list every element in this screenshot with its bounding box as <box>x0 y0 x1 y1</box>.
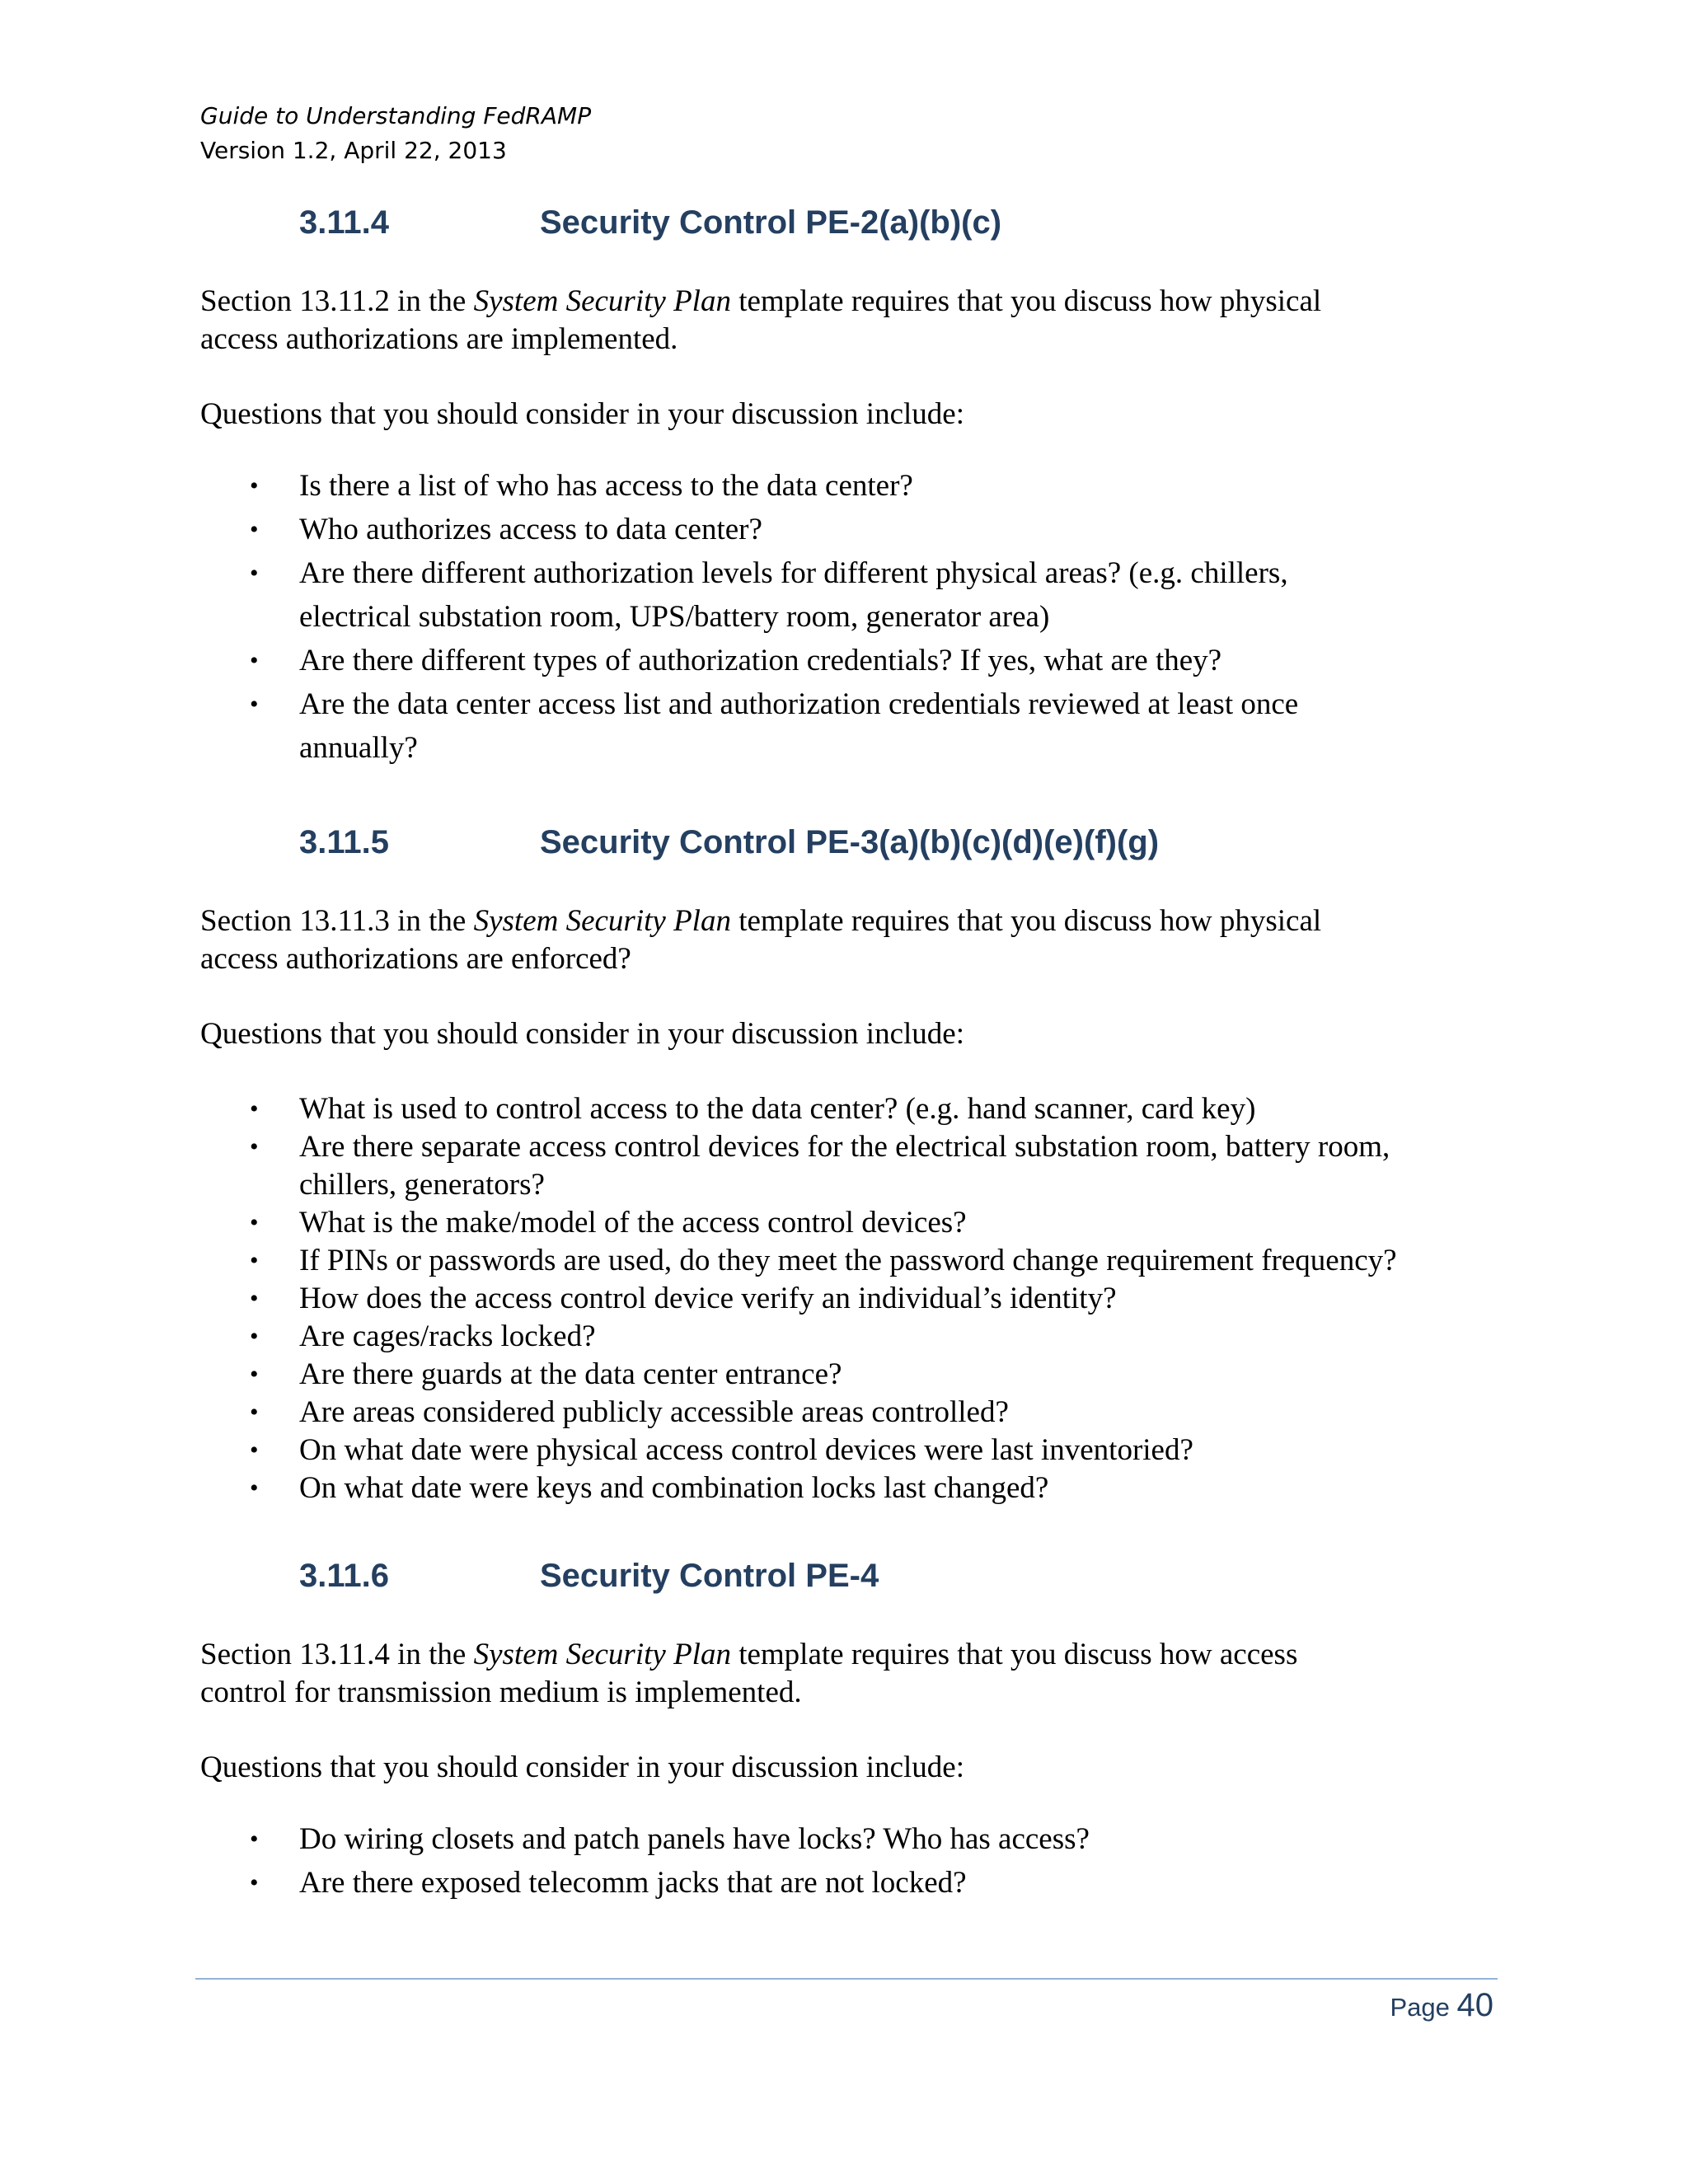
list-item-continuation: annually? <box>299 731 418 765</box>
list-item: • Are there exposed telecomm jacks that are not locked? <box>200 1861 1503 1905</box>
question-list <box>200 464 1503 770</box>
section-number: 3.11.5 <box>299 824 390 860</box>
section-3-11-5 <box>200 818 1503 1507</box>
list-item: • How does the access control device verify an individual’s identity? <box>200 1280 1503 1318</box>
intro-prefix: Section 13.11.3 in the <box>200 904 474 938</box>
section-heading <box>200 818 1503 867</box>
bullet-icon: • <box>250 647 259 674</box>
list-item: • Are there different authorization levels for different physical areas? (e.g. chillers, <box>200 551 1503 595</box>
list-item-continuation: electrical substation room, UPS/battery room, generator area) <box>299 600 1050 634</box>
section-intro <box>200 902 1503 978</box>
section-heading <box>200 1551 1503 1601</box>
intro-doc-name: System Security Plan <box>473 1638 731 1671</box>
bullet-icon: • <box>250 1209 259 1236</box>
intro-suffix: template requires that you discuss how access <box>730 1638 1298 1671</box>
running-header <box>200 99 591 168</box>
list-item: • Are there different types of authorization credentials? If yes, what are they? <box>200 639 1503 682</box>
section-3-11-4 <box>200 198 1503 770</box>
list-item: • Do wiring closets and patch panels have locks? Who has access? <box>200 1817 1503 1861</box>
list-item: • What is the make/model of the access control devices? <box>200 1204 1503 1242</box>
bullet-icon: • <box>250 1285 259 1312</box>
list-item: • Are areas considered publicly accessible areas controlled? <box>200 1394 1503 1432</box>
section-intro <box>200 283 1503 359</box>
section-3-11-6 <box>200 1551 1503 1905</box>
intro-suffix: template requires that you discuss how physical <box>730 904 1322 938</box>
bullet-icon: • <box>250 1825 259 1853</box>
list-item: • Are there separate access control devices for the electrical substation room, battery room, <box>200 1128 1503 1166</box>
footer-rule <box>195 1978 1498 1980</box>
document-title: Guide to Understanding FedRAMP <box>200 102 592 129</box>
section-heading <box>200 198 1503 247</box>
intro-line-2: access authorizations are implemented. <box>200 322 678 356</box>
questions-label: Questions that you should consider in your discussion include: <box>200 1750 964 1784</box>
intro-prefix: Section 13.11.4 in the <box>200 1638 474 1671</box>
list-item: • What is used to control access to the data center? (e.g. hand scanner, card key) <box>200 1090 1503 1128</box>
intro-doc-name: System Security Plan <box>473 904 731 938</box>
question-list <box>200 1090 1503 1507</box>
questions-label: Questions that you should consider in your discussion include: <box>200 397 964 431</box>
bullet-icon: • <box>250 1869 259 1896</box>
intro-line-2: access authorizations are enforced? <box>200 942 631 976</box>
section-number: 3.11.4 <box>299 204 390 241</box>
question-list <box>200 1817 1503 1905</box>
document-version: Version 1.2, April 22, 2013 <box>200 137 507 164</box>
section-title: Security Control PE-4 <box>540 1558 879 1594</box>
bullet-icon: • <box>250 1436 259 1464</box>
bullet-icon: • <box>250 472 259 499</box>
bullet-icon: • <box>250 1133 259 1160</box>
bullet-icon: • <box>250 516 259 543</box>
bullet-icon: • <box>250 1095 259 1122</box>
intro-prefix: Section 13.11.2 in the <box>200 284 474 318</box>
intro-line-2: control for transmission medium is implemented. <box>200 1675 802 1709</box>
intro-doc-name: System Security Plan <box>473 284 731 318</box>
intro-suffix: template requires that you discuss how physical <box>730 284 1322 318</box>
list-item: • Is there a list of who has access to the data center? <box>200 464 1503 508</box>
list-item: • On what date were keys and combination locks last changed? <box>200 1469 1503 1507</box>
list-item: • Who authorizes access to data center? <box>200 508 1503 551</box>
bullet-icon: • <box>250 1474 259 1502</box>
page-number <box>1390 1985 1493 2028</box>
section-title: Security Control PE-3(a)(b)(c)(d)(e)(f)(g) <box>540 824 1160 860</box>
list-item: • Are cages/racks locked? <box>200 1318 1503 1356</box>
list-item: • Are the data center access list and authorization credentials reviewed at least once <box>200 682 1503 726</box>
bullet-icon: • <box>250 560 259 587</box>
questions-label: Questions that you should consider in your discussion include: <box>200 1017 964 1051</box>
list-item-continuation: chillers, generators? <box>299 1168 545 1202</box>
bullet-icon: • <box>250 1323 259 1350</box>
section-number: 3.11.6 <box>299 1558 390 1594</box>
list-item: • On what date were physical access control devices were last inventoried? <box>200 1432 1503 1469</box>
bullet-icon: • <box>250 1361 259 1388</box>
section-intro <box>200 1636 1503 1712</box>
bullet-icon: • <box>250 691 259 718</box>
bullet-icon: • <box>250 1399 259 1426</box>
page-number-value: 40 <box>1456 1987 1493 2023</box>
bullet-icon: • <box>250 1247 259 1274</box>
list-item: • Are there guards at the data center entrance? <box>200 1356 1503 1394</box>
section-title: Security Control PE-2(a)(b)(c) <box>540 204 1002 241</box>
page-label: Page <box>1390 1993 1450 2022</box>
list-item: • If PINs or passwords are used, do they meet the password change requirement frequency? <box>200 1242 1503 1280</box>
